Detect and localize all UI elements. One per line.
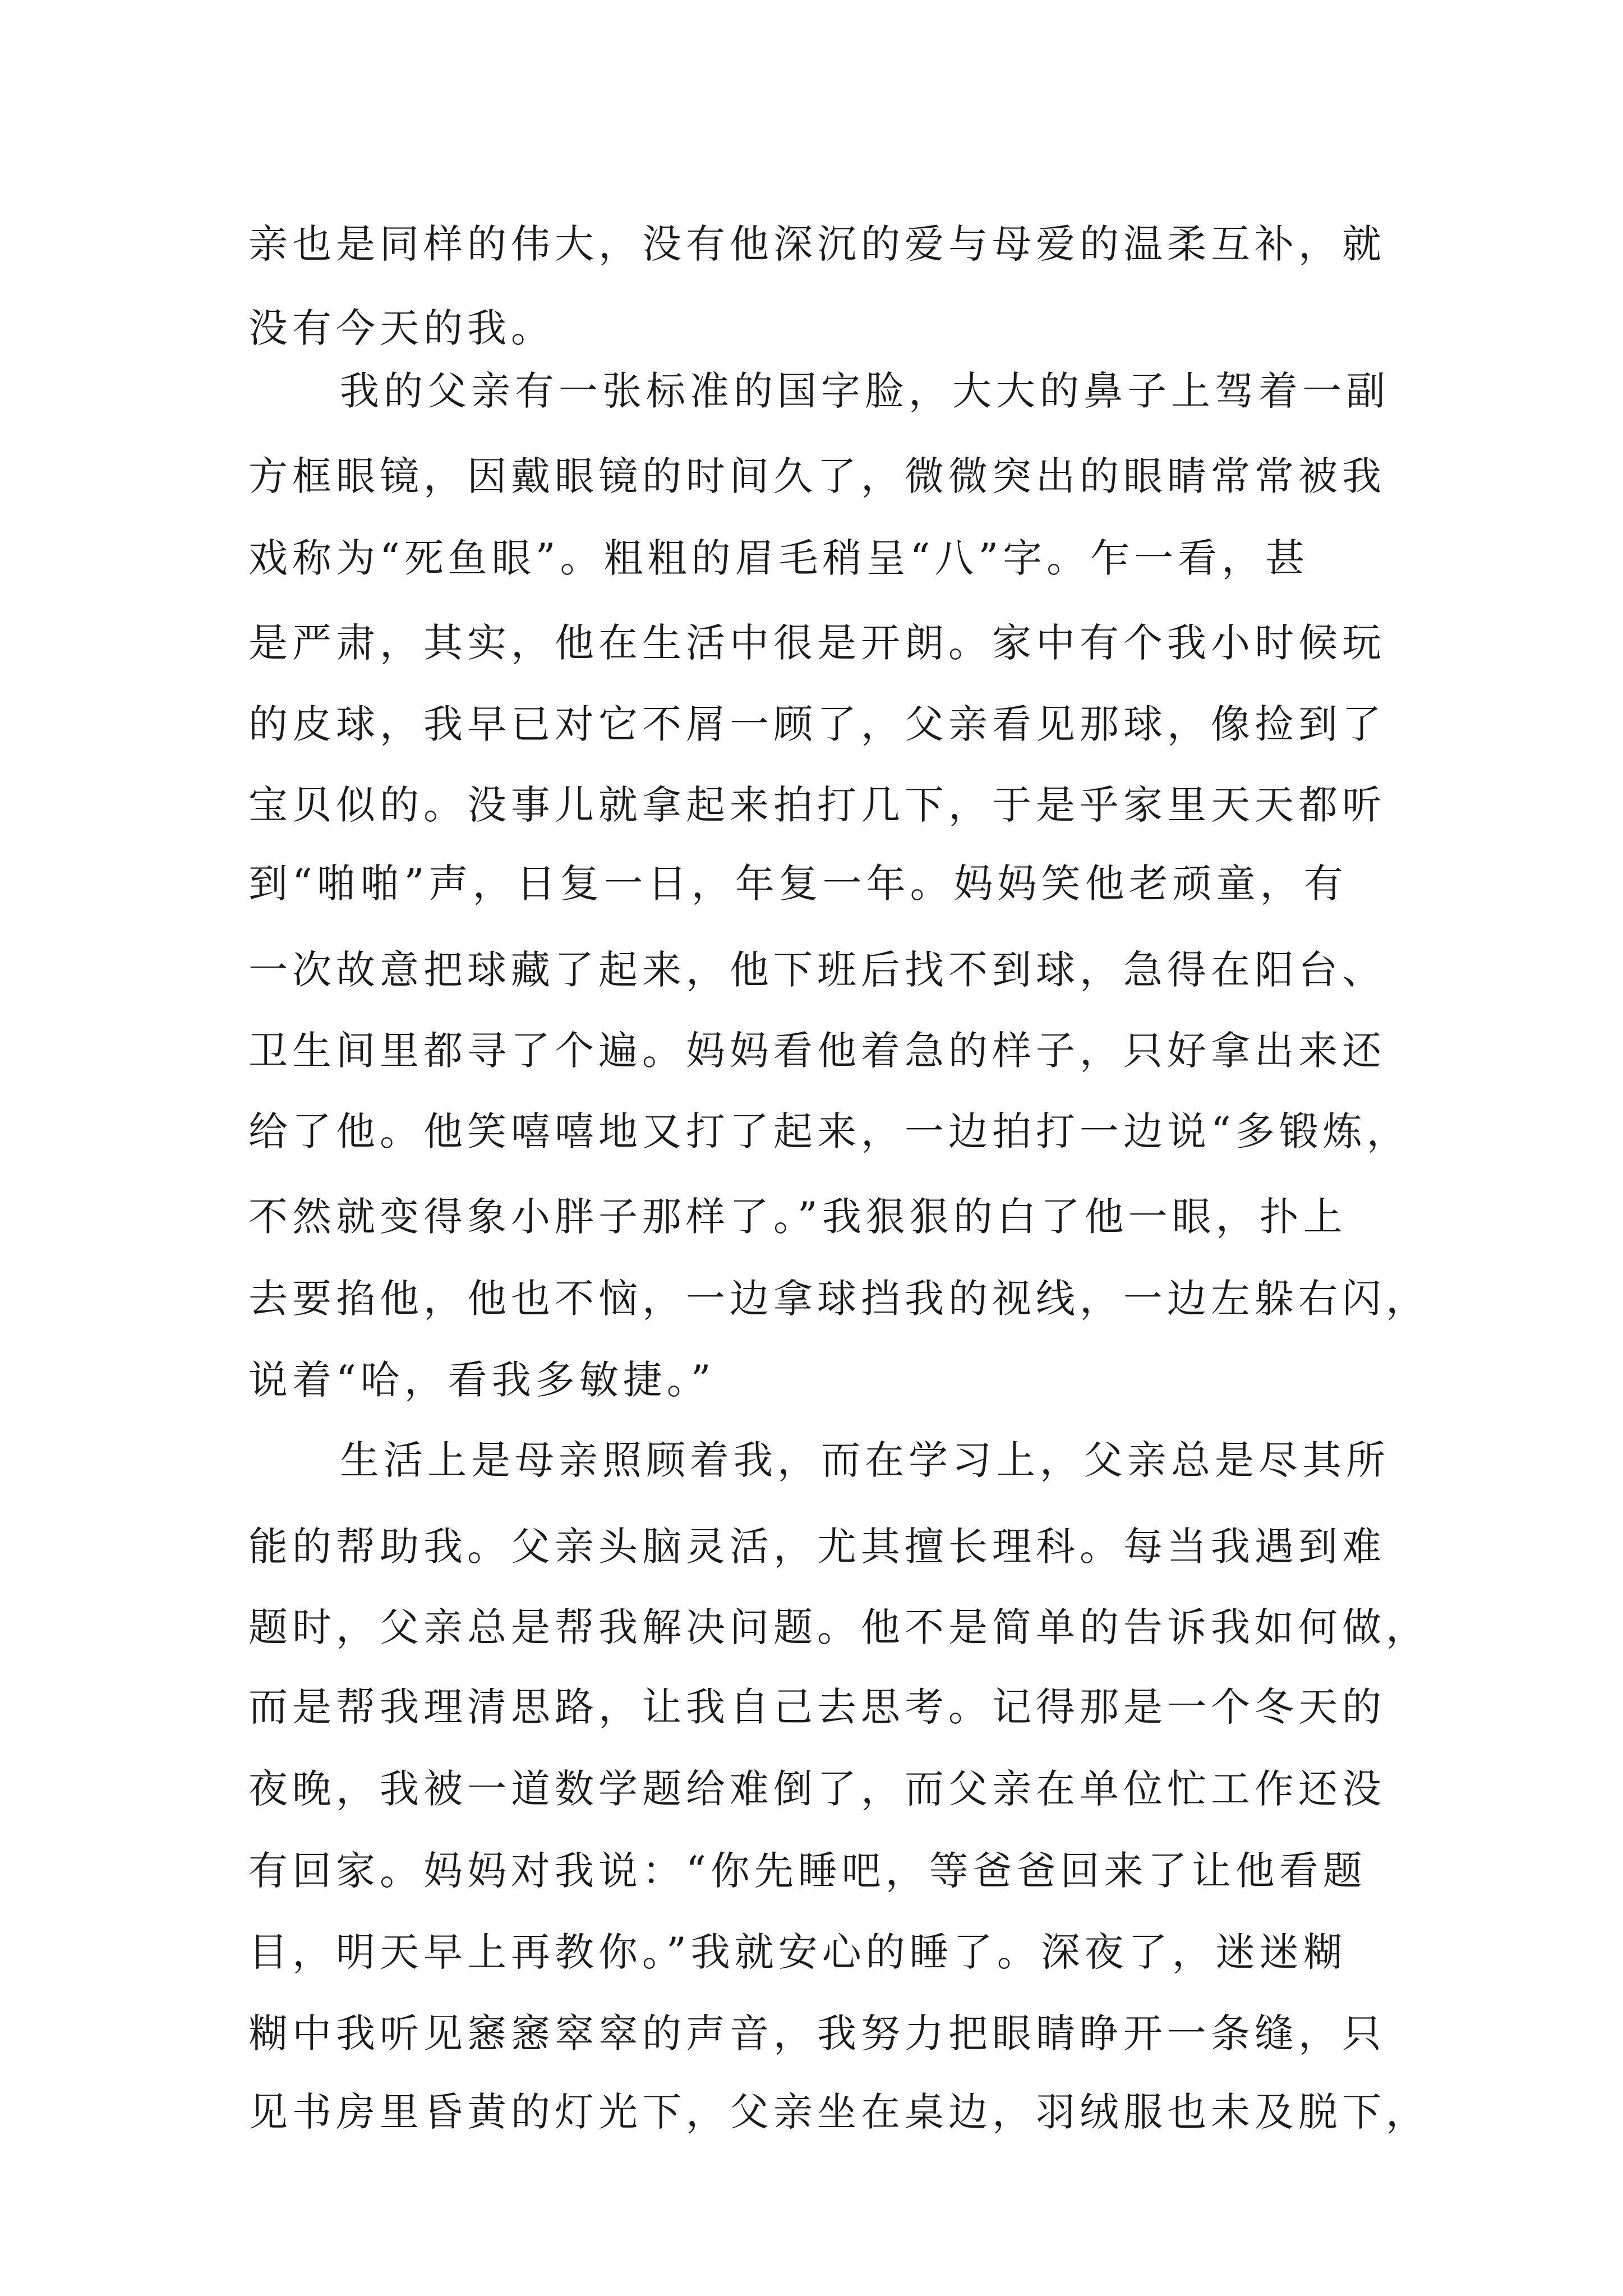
text-line: 题时，父亲总是帮我解决问题。他不是简单的告诉我如何做，: [248, 1604, 1430, 1650]
text-line: 有回家。妈妈对我说：“你先睡吧，等爸爸回来了让他看题: [248, 1848, 1367, 1894]
text-line: 是严肃，其实，他在生活中很是开朗。家中有个我小时候玩: [248, 620, 1386, 666]
text-line: 没有今天的我。: [248, 305, 555, 351]
text-line: 到“啪啪”声，日复一日，年复一年。妈妈笑他老顽童，有: [248, 861, 1348, 907]
text-line: 目，明天早上再教你。”我就安心的睡了。深夜了，迷迷糊: [248, 1929, 1347, 1975]
text-line: 方框眼镜，因戴眼镜的时间久了，微微突出的眼睛常常被我: [248, 453, 1386, 499]
text-line: 亲也是同样的伟大，没有他深沉的爱与母爱的温柔互补，就: [248, 221, 1386, 267]
text-line: 戏称为“死鱼眼”。粗粗的眉毛稍呈“八”字。乍一看，甚: [248, 535, 1310, 581]
text-line: 一次故意把球藏了起来，他下班后找不到球，急得在阳台、: [248, 947, 1386, 993]
text-line: 去要掐他，他也不恼，一边拿球挡我的视线，一边左躲右闪，: [248, 1276, 1430, 1322]
paragraph-start-line: 生活上是母亲照顾着我，而在学习上，父亲总是尽其所: [340, 1437, 1390, 1483]
text-line: 夜晚，我被一道数学题给难倒了，而父亲在单位忙工作还没: [248, 1766, 1386, 1812]
text-line: 见书房里昏黄的灯光下，父亲坐在桌边，羽绒服也未及脱下，: [248, 2089, 1430, 2135]
text-line: 不然就变得象小胖子那样了。”我狠狠的白了他一眼，扑上: [248, 1194, 1347, 1240]
paragraph-start-line: 我的父亲有一张标准的国字脸，大大的鼻子上驾着一副: [340, 368, 1390, 414]
text-line: 能的帮助我。父亲头脑灵活，尤其擅长理科。每当我遇到难: [248, 1524, 1386, 1570]
text-line: 给了他。他笑嘻嘻地又打了起来，一边拍打一边说“多锻炼，: [248, 1108, 1410, 1154]
text-line: 说着“哈，看我多敏捷。”: [248, 1357, 716, 1403]
text-line: 而是帮我理清思路，让我自己去思考。记得那是一个冬天的: [248, 1684, 1386, 1730]
text-line: 卫生间里都寻了个遍。妈妈看他着急的样子，只好拿出来还: [248, 1028, 1386, 1074]
text-line: 的皮球，我早已对它不屑一顾了，父亲看见那球，像捡到了: [248, 701, 1386, 747]
text-line: 宝贝似的。没事儿就拿起来拍打几下，于是乎家里天天都听: [248, 782, 1386, 828]
text-line: 糊中我听见窸窸窣窣的声音，我努力把眼睛睁开一条缝，只: [248, 2010, 1386, 2056]
